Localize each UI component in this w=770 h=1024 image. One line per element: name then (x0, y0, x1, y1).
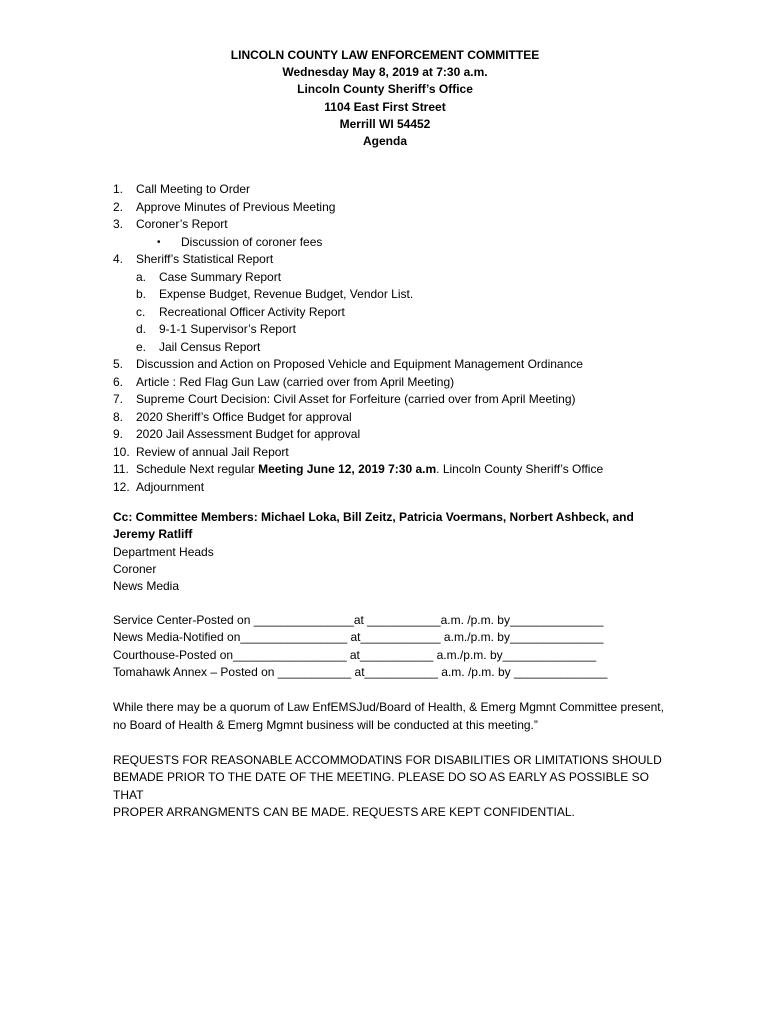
agenda-item (113, 199, 673, 217)
item-text: Article : Red Flag Gun Law (carried over from April Meeting) (136, 374, 455, 389)
item-number: 9. (113, 427, 124, 441)
agenda-item (113, 479, 673, 497)
tomahawk-annex-posted: Tomahawk Annex – Posted on ___________ at___________ a.m. /p.m. by ______________ (113, 664, 608, 679)
subitem-letter: e. (136, 339, 147, 354)
agenda-item (113, 409, 673, 427)
subitem-letter: c. (136, 304, 146, 319)
item-number: 5. (113, 357, 124, 371)
cc-news-media: News Media (113, 579, 180, 594)
item-number: 2. (113, 199, 124, 214)
item-text: Approve Minutes of Previous Meeting (136, 199, 336, 214)
item-text (136, 461, 603, 479)
agenda-item (113, 181, 673, 199)
agenda-subitem (113, 339, 673, 357)
item-text: Review of annual Jail Report (136, 444, 289, 459)
item-text: Coroner’s Report (136, 217, 228, 231)
meeting-location: Lincoln County Sheriff’s Office (297, 82, 473, 97)
item-number: 8. (113, 409, 124, 424)
agenda-item (113, 216, 673, 234)
item-text: Adjournment (136, 479, 205, 494)
subitem-letter: b. (136, 287, 147, 301)
cc-committee-members-cont: Jeremy Ratliff (113, 527, 193, 542)
news-media-notified: News Media-Notified on________________ at____________ a.m./p.m. by______________ (113, 630, 604, 645)
item-number: 4. (113, 252, 124, 266)
agenda-item (113, 251, 673, 269)
cc-committee-members: Cc: Committee Members: Michael Loka, Bill Zeitz, Patricia Voermans, Norbert Ashbeck, and (113, 510, 634, 524)
item-text: Discussion and Action on Proposed Vehicle and Equipment Management Ordinance (136, 357, 583, 371)
item-number: 10. (113, 444, 130, 459)
item-number: 3. (113, 217, 124, 231)
subitem-text: 9-1-1 Supervisor’s Report (159, 322, 296, 336)
quorum-notice: While there may be a quorum of Law EnfEMSJud/Board of Health, & Emerg Mgmnt Committee present, no Board of Health & Emerg Mgmnt business will be conducted at this meeting.” (113, 700, 664, 732)
agenda-item (113, 391, 673, 409)
agenda-subitem (113, 286, 673, 304)
service-center-posted: Service Center-Posted on _______________at ___________a.m. /p.m. by______________ (113, 613, 604, 627)
item-number: 1. (113, 182, 124, 196)
city-state-zip: Merrill WI 54452 (339, 116, 431, 131)
item-text: Supreme Court Decision: Civil Asset for Forfeiture (carried over from April Meeting) (136, 392, 576, 406)
accommodation-requests (113, 752, 673, 821)
subitem-text: Jail Census Report (159, 339, 261, 354)
item-text-post: . Lincoln County Sheriff’s Office (436, 462, 604, 476)
item-number: 6. (113, 374, 124, 389)
requests-line-3: PROPER ARRANGMENTS CAN BE MADE. REQUESTS ARE KEPT CONFIDENTIAL. (113, 804, 575, 819)
agenda-item (113, 374, 673, 392)
item-number: 11. (113, 462, 129, 476)
next-meeting-date: Meeting June 12, 2019 7:30 a.m (258, 462, 437, 476)
meeting-date: Wednesday May 8, 2019 at 7:30 a.m. (282, 65, 488, 80)
agenda-subitem (113, 304, 673, 322)
agenda-item (113, 426, 673, 444)
agenda-item (113, 444, 673, 462)
cc-block (113, 509, 673, 595)
street-address: 1104 East First Street (324, 99, 446, 114)
subitem-text: Expense Budget, Revenue Budget, Vendor List. (159, 287, 414, 301)
item-text: Call Meeting to Order (136, 182, 251, 196)
document-header (0, 47, 770, 150)
agenda-list (113, 181, 673, 496)
subitem-text: Recreational Officer Activity Report (159, 304, 345, 319)
item-text: 2020 Sheriff’s Office Budget for approval (136, 409, 352, 424)
subitem-letter: d. (136, 322, 147, 336)
item-text: Sheriff’s Statistical Report (136, 252, 274, 266)
requests-line-2: BEMADE PRIOR TO THE DATE OF THE MEETING. PLEASE DO SO AS EARLY AS POSSIBLE SO THAT (113, 770, 649, 802)
posting-record (113, 612, 673, 681)
item-number: 7. (113, 392, 124, 406)
committee-title: LINCOLN COUNTY LAW ENFORCEMENT COMMITTEE (230, 48, 540, 62)
cc-coroner: Coroner (113, 561, 157, 576)
agenda-heading: Agenda (362, 134, 407, 149)
subitem-text: Discussion of coroner fees (181, 234, 323, 249)
agenda-subitem (113, 234, 673, 252)
agenda-subitem (113, 321, 673, 339)
agenda-item (113, 461, 673, 479)
subitem-letter: a. (136, 269, 147, 284)
item-number: 12. (113, 479, 130, 494)
item-text: 2020 Jail Assessment Budget for approval (136, 427, 361, 441)
agenda-subitem (113, 269, 673, 287)
requests-line-1: REQUESTS FOR REASONABLE ACCOMMODATINS FOR DISABILITIES OR LIMITATIONS SHOULD (113, 753, 662, 767)
bullet-icon: • (157, 236, 161, 248)
item-text-pre: Schedule Next regular (136, 462, 259, 476)
courthouse-posted: Courthouse-Posted on_________________ at___________ a.m./p.m. by______________ (113, 647, 597, 662)
subitem-text: Case Summary Report (159, 269, 282, 284)
cc-department-heads: Department Heads (113, 544, 214, 559)
agenda-item (113, 356, 673, 374)
